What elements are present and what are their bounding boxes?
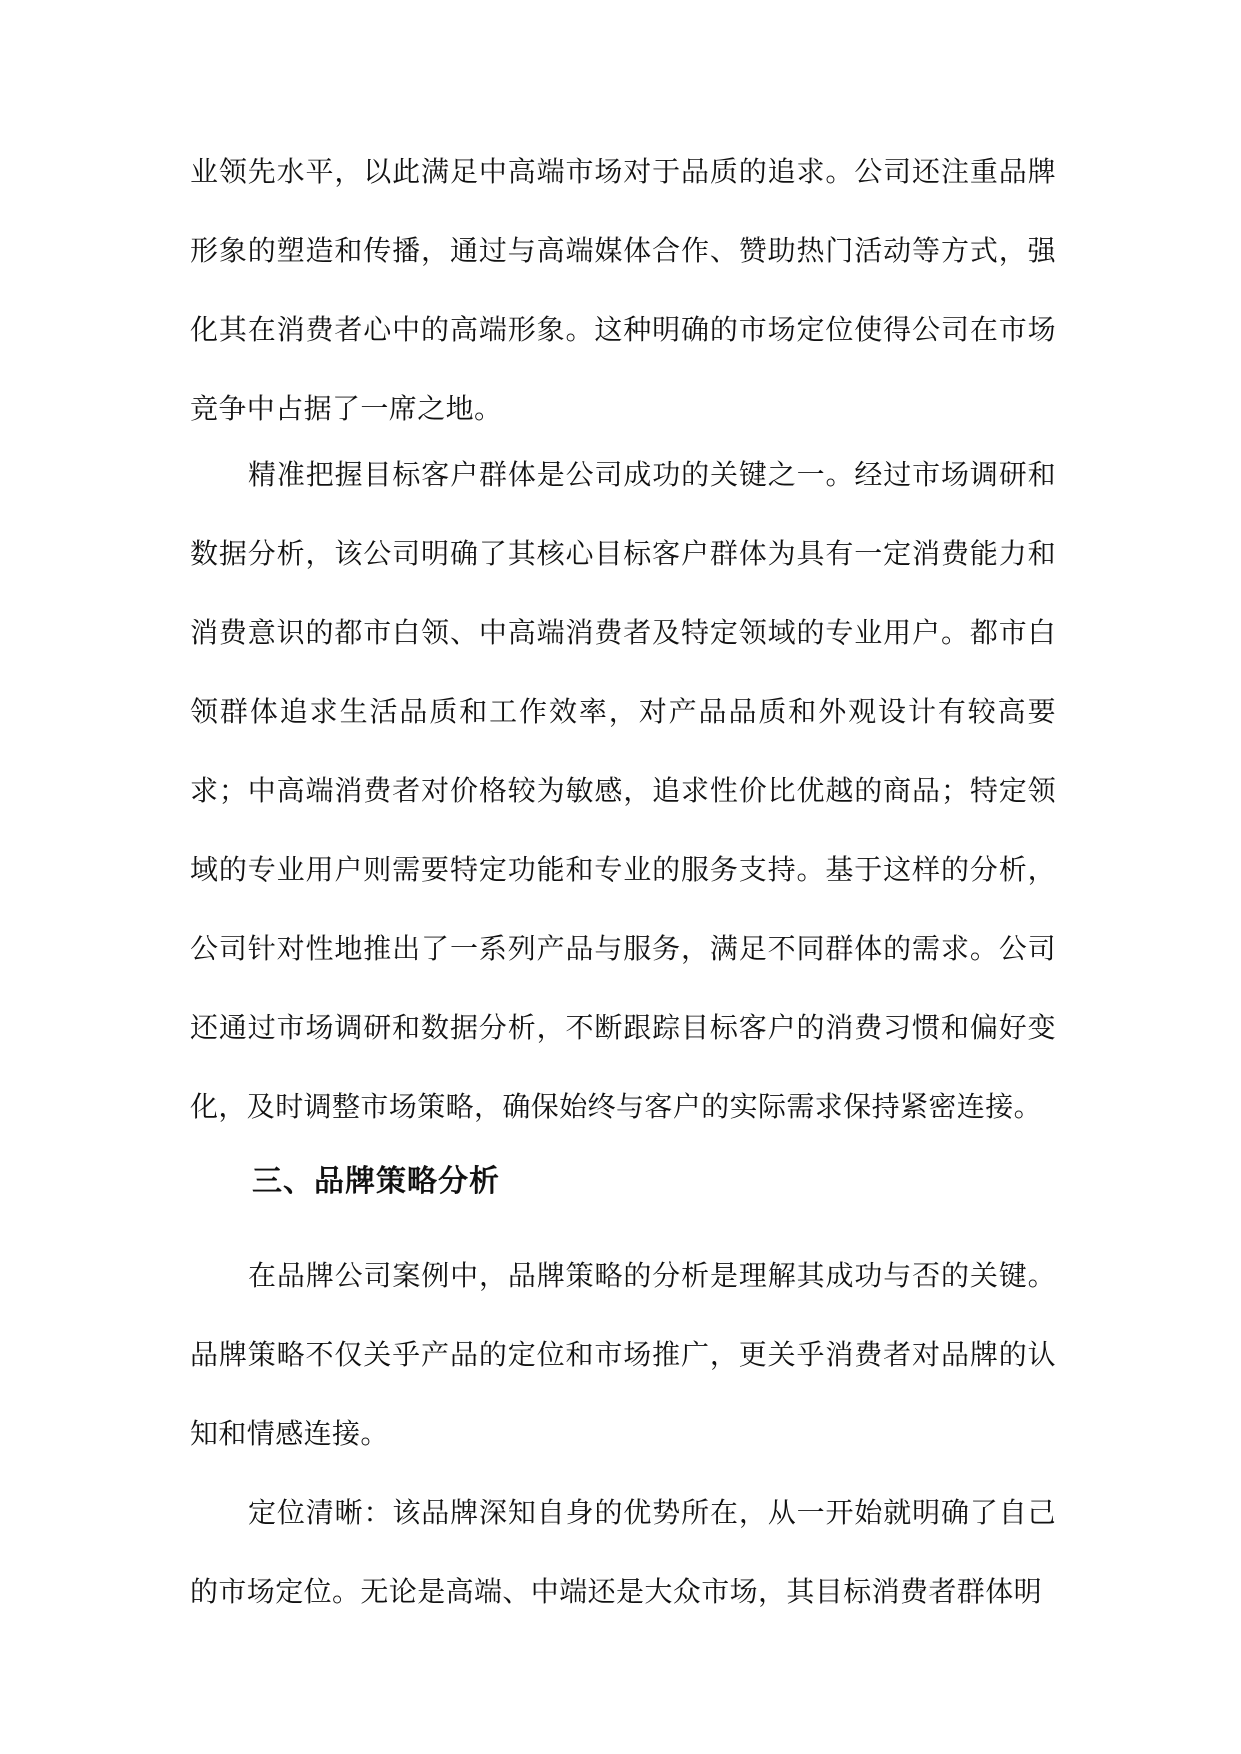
paragraph-target-customers: 精准把握目标客户群体是公司成功的关键之一。经过市场调研和数据分析，该公司明确了其核心目标客户群体为具有一定消费能力和消费意识的都市白领、中高端消费者及特定领域的专业用户。都市白领群体追求生活品质和工作效率，对产品品质和外观设计有较高要求；中高端消费者对价格较为敏感，追求性价比优越的商品；特定领域的专业用户则需要特定功能和专业的服务支持。基于这样的分析，公司针对性地推出了一系列产品与服务，满足不同群体的需求。公司还通过市场调研和数据分析，不断跟踪目标客户的消费习惯和偏好变化，及时调整市场策略，确保始终与客户的实际需求保持紧密连接。 <box>190 458 1056 1123</box>
paragraph-brand-strategy-intro: 在品牌公司案例中，品牌策略的分析是理解其成功与否的关键。品牌策略不仅关乎产品的定位和市场推广，更关乎消费者对品牌的认知和情感连接。 <box>190 1259 1056 1450</box>
section-heading-brand-strategy: 三、品牌策略分析 <box>252 1164 500 1199</box>
paragraph-clear-positioning: 定位清晰：该品牌深知自身的优势所在，从一开始就明确了自己的市场定位。无论是高端、中端还是大众市场，其目标消费者群体明 <box>190 1496 1056 1608</box>
paragraph-market-positioning-end: 业领先水平，以此满足中高端市场对于品质的追求。公司还注重品牌形象的塑造和传播，通过与高端媒体合作、赞助热门活动等方式，强化其在消费者心中的高端形象。这种明确的市场定位使得公司在市场竞争中占据了一席之地。 <box>190 155 1056 425</box>
